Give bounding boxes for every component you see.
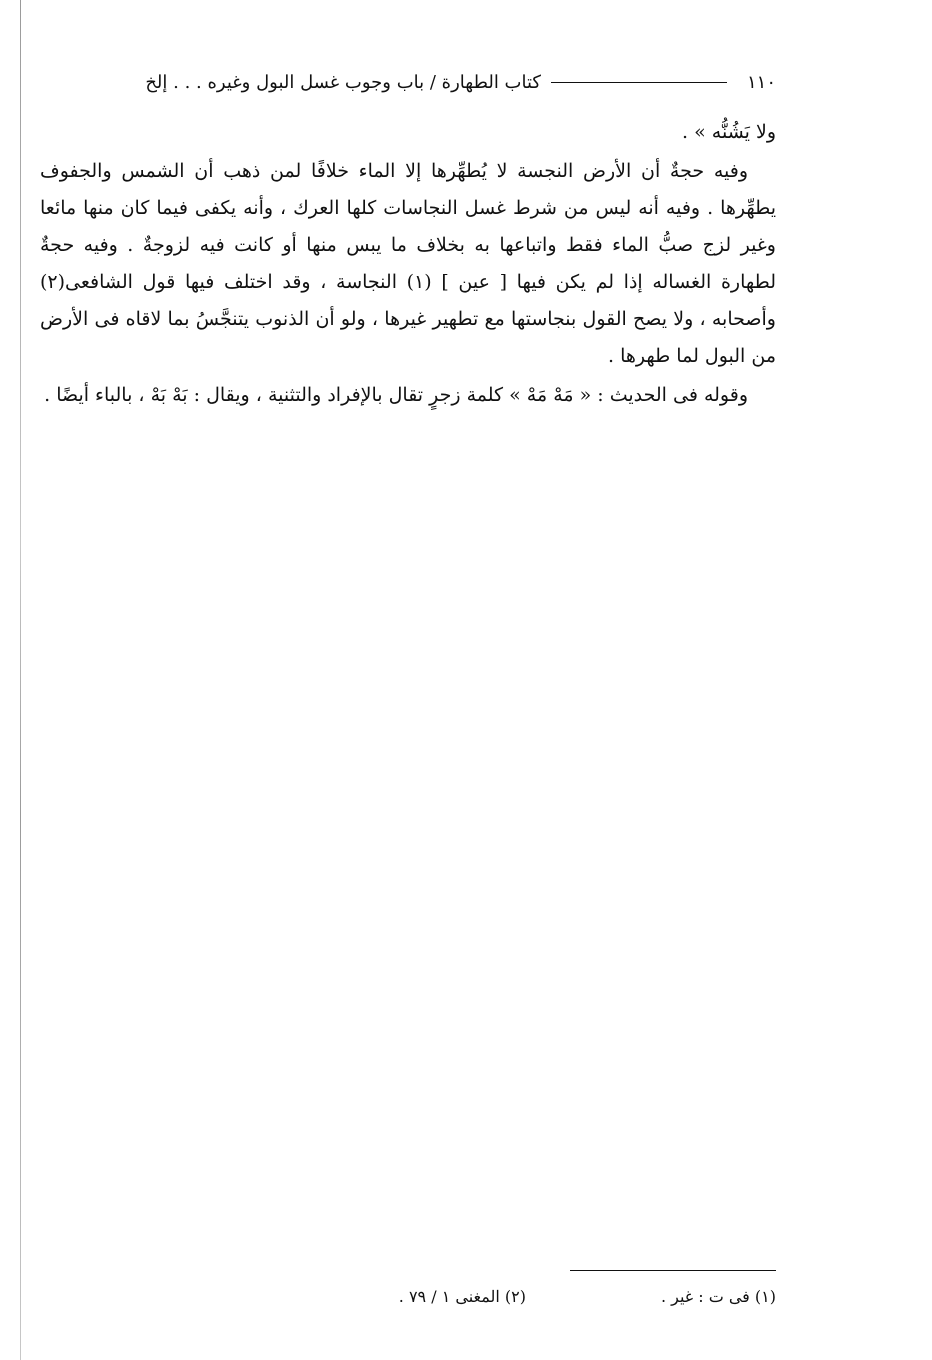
paragraph-purification-ruling: وفيه حجةٌ أن الأرض النجسة لا يُطهِّرها إلا الماء خلافًا لمن ذهب أن الشمس والجفوف يطهِّرها . وفيه أنه ليس من شرط غسل النجاسات كلها العرك ، وأنه يكفى فيما كان منها مائعا وغير لزج صبُّ الماء فقط واتباعها به بخلاف ما يبس منها أو كانت فيه لزوجةٌ . وفيه حجةٌ لطهارة الغساله إذا لم يكن فيها [ عين ] (١) النجاسة ، وقد اختلف فيها قول الشافعى(٢) وأصحابه ، ولا يصح القول بنجاستها مع تطهير غيرها ، ولو أن الذنوب يتنجَّسُ بما لاقاه فى الأرض من البول لما طهرها .	[40, 160, 776, 367]
footnotes	[40, 1270, 776, 1306]
footnote-row	[40, 1287, 776, 1306]
header-rule	[551, 82, 727, 83]
scan-binding-edge	[20, 0, 21, 1360]
body-text	[40, 114, 776, 414]
footnote-1: (١) فى ت : غير .	[660, 1287, 776, 1306]
document-page	[40, 60, 776, 414]
running-title: كتاب الطهارة / باب وجوب غسل البول وغيره . . . إلخ	[145, 71, 541, 93]
footnote-2: (٢) المغنى ١ / ٧٩ .	[398, 1287, 526, 1306]
footnote-rule	[570, 1270, 776, 1271]
page-header	[40, 60, 776, 104]
paragraph-continuation: ولا يَشُنُّه » .	[682, 121, 776, 143]
page-number: ١١٠	[746, 71, 776, 93]
paragraph-mah-mah: وقوله فى الحديث : « مَهْ مَهْ » كلمة زجرٍ تقال بالإفراد والتثنية ، ويقال : بَهْ بَهْ ، بالباء أيضًا .	[44, 384, 748, 406]
